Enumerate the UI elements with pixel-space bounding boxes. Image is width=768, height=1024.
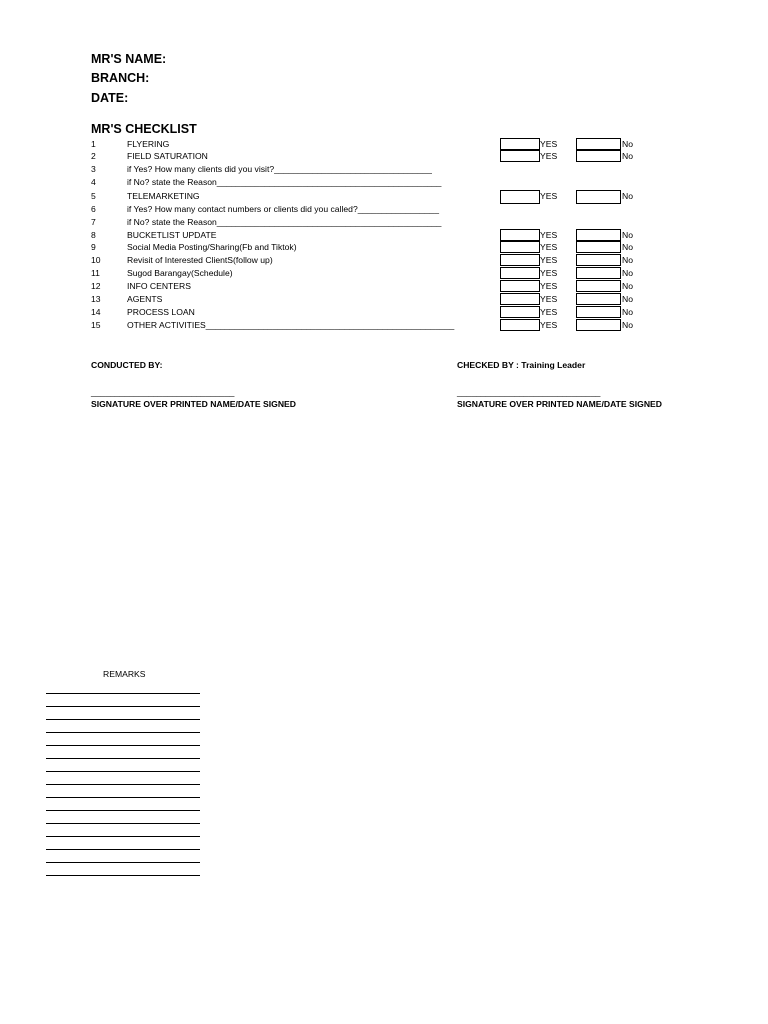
item-label: INFO CENTERS (127, 281, 191, 291)
yes-checkbox[interactable] (500, 306, 540, 318)
no-checkbox[interactable] (576, 229, 621, 241)
yes-checkbox[interactable] (500, 267, 540, 279)
yes-label: YES (540, 255, 558, 265)
checklist-row-11 (0, 267, 768, 280)
checklist-row-13 (0, 293, 768, 306)
yes-label: YES (540, 294, 558, 304)
item-label: if Yes? How many clients did you visit?_________________________________ (127, 164, 432, 174)
no-label: No (622, 320, 633, 330)
item-number: 10 (91, 255, 101, 265)
no-label: No (622, 307, 633, 317)
item-number: 6 (91, 204, 96, 214)
yes-label: YES (540, 151, 558, 161)
no-checkbox[interactable] (576, 254, 621, 266)
item-number: 3 (91, 164, 96, 174)
remarks-label: REMARKS (103, 669, 146, 679)
yes-checkbox[interactable] (500, 150, 540, 162)
mr-name-label: MR'S NAME: (91, 52, 167, 66)
checklist-row-9 (0, 241, 768, 254)
item-number: 1 (91, 139, 96, 149)
item-number: 7 (91, 217, 96, 227)
checklist-row-3 (0, 163, 768, 176)
item-number: 9 (91, 242, 96, 252)
remarks-line[interactable] (46, 862, 200, 863)
remarks-line[interactable] (46, 771, 200, 772)
branch-label: BRANCH: (91, 71, 150, 85)
remarks-line[interactable] (46, 706, 200, 707)
yes-label: YES (540, 320, 558, 330)
remarks-line[interactable] (46, 810, 200, 811)
yes-label: YES (540, 307, 558, 317)
no-label: No (622, 230, 633, 240)
yes-label: YES (540, 191, 558, 201)
no-checkbox[interactable] (576, 241, 621, 253)
no-label: No (622, 139, 633, 149)
yes-checkbox[interactable] (500, 190, 540, 204)
checklist-title: MR'S CHECKLIST (91, 122, 197, 136)
remarks-line[interactable] (46, 693, 200, 694)
no-checkbox[interactable] (576, 138, 621, 150)
item-label: if No? state the Reason_______________________________________________ (127, 177, 442, 187)
yes-checkbox[interactable] (500, 319, 540, 331)
item-label: AGENTS (127, 294, 163, 304)
remarks-line[interactable] (46, 823, 200, 824)
item-label: FIELD SATURATION (127, 151, 208, 161)
item-label: Revisit of Interested ClientS(follow up) (127, 255, 273, 265)
yes-label: YES (540, 268, 558, 278)
conducted-by-signature-line[interactable]: ______________________________ (91, 387, 235, 397)
remarks-line[interactable] (46, 745, 200, 746)
item-number: 11 (91, 268, 100, 278)
no-checkbox[interactable] (576, 293, 621, 305)
item-number: 4 (91, 177, 96, 187)
checked-by-signature-line[interactable]: ______________________________ (457, 387, 601, 397)
date-label: DATE: (91, 91, 129, 105)
item-number: 15 (91, 320, 101, 330)
no-checkbox[interactable] (576, 190, 621, 204)
item-label: Social Media Posting/Sharing(Fb and Tiktok) (127, 242, 297, 252)
yes-checkbox[interactable] (500, 293, 540, 305)
conducted-by-label: CONDUCTED BY: (91, 360, 163, 370)
item-number: 12 (91, 281, 101, 291)
checked-by-label: CHECKED BY : Training Leader (457, 360, 586, 370)
checklist-row-6 (0, 203, 768, 216)
item-label: if Yes? How many contact numbers or clients did you called?_________________ (127, 204, 439, 214)
checklist-row-10 (0, 254, 768, 267)
no-checkbox[interactable] (576, 319, 621, 331)
no-checkbox[interactable] (576, 267, 621, 279)
remarks-line[interactable] (46, 849, 200, 850)
yes-checkbox[interactable] (500, 229, 540, 241)
checklist-row-2 (0, 150, 768, 163)
conducted-by-signature-caption: SIGNATURE OVER PRINTED NAME/DATE SIGNED (91, 399, 296, 409)
checklist-row-5 (0, 190, 768, 203)
checklist-row-7 (0, 216, 768, 229)
remarks-line[interactable] (46, 758, 200, 759)
no-checkbox[interactable] (576, 306, 621, 318)
no-label: No (622, 242, 633, 252)
item-number: 2 (91, 151, 96, 161)
remarks-line[interactable] (46, 719, 200, 720)
no-label: No (622, 151, 633, 161)
yes-label: YES (540, 281, 558, 291)
yes-checkbox[interactable] (500, 254, 540, 266)
item-label: BUCKETLIST UPDATE (127, 230, 217, 240)
checklist-row-14 (0, 306, 768, 319)
yes-checkbox[interactable] (500, 138, 540, 150)
remarks-line[interactable] (46, 836, 200, 837)
no-label: No (622, 294, 633, 304)
checklist-row-15 (0, 319, 768, 332)
no-label: No (622, 255, 633, 265)
remarks-line[interactable] (46, 732, 200, 733)
item-label: TELEMARKETING (127, 191, 200, 201)
item-label: if No? state the Reason_______________________________________________ (127, 217, 442, 227)
checked-by-signature-caption: SIGNATURE OVER PRINTED NAME/DATE SIGNED (457, 399, 662, 409)
yes-checkbox[interactable] (500, 241, 540, 253)
yes-label: YES (540, 242, 558, 252)
remarks-line[interactable] (46, 797, 200, 798)
yes-checkbox[interactable] (500, 280, 540, 292)
item-number: 5 (91, 191, 96, 201)
item-label: OTHER ACTIVITIES____________________________________________________ (127, 320, 455, 330)
no-label: No (622, 191, 633, 201)
yes-label: YES (540, 139, 558, 149)
remarks-line[interactable] (46, 784, 200, 785)
no-label: No (622, 281, 633, 291)
item-number: 8 (91, 230, 96, 240)
remarks-line[interactable] (46, 875, 200, 876)
no-label: No (622, 268, 633, 278)
item-number: 13 (91, 294, 101, 304)
item-label: PROCESS LOAN (127, 307, 195, 317)
item-label: Sugod Barangay(Schedule) (127, 268, 233, 278)
checklist-row-12 (0, 280, 768, 293)
checklist-row-4 (0, 176, 768, 189)
no-checkbox[interactable] (576, 280, 621, 292)
item-number: 14 (91, 307, 101, 317)
yes-label: YES (540, 230, 558, 240)
item-label: FLYERING (127, 139, 170, 149)
no-checkbox[interactable] (576, 150, 621, 162)
